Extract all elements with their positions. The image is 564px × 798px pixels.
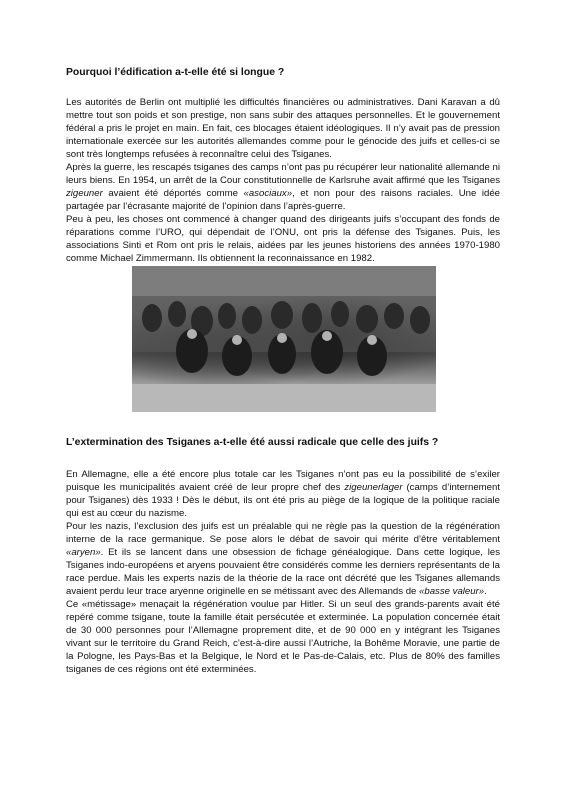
paragraph-1: Les autorités de Berlin ont multiplié les difficultés financières ou administratives. Dani Karavan a dû mettre tout son poids et son prestige, non sans subir des attaques personnelles. Et le gouvernement fédéral a pris le projet en main. En fait, ces blocages étaient idéologiques. Il n’y avait pas de pression internationale exercée sur les autorités allemandes comme pour le génocide des juifs et celles-ci se sont très longtemps refusées à reconnaître celui des Tsiganes. — [66, 97, 500, 160]
paragraph-2: Après la guerre, les rescapés tsiganes des camps n’ont pas pu récupérer leur nationalité allemande ni leurs biens. En 1954, un arrêt de la Cour constitutionnelle de Karlsruhe avait affirmé que les Tsiganes zigeuner avaient été déportés comme «asociaux», et non pour des raisons raciales. Une idée partagée par l’écrasante majorité de l’opinion dans l’après-guerre. — [66, 162, 501, 212]
paragraph-6: Ce «métissage» menaçait la régénération voulue par Hitler. Si un seul des grands-parents avait été repéré comme tsigane, toute la famille était persécutée et exterminée. La population concernée était de 30 000 personnes pour l’Allemagne proprement dite, et de 90 000 en y intégrant les Tsiganes vivant sur le territoire du Grand Reich, c’est-à-dire aussi l’Autriche, la Bohême Moravie, une partie de la Pologne, les Pays-Bas et la Belgique, le Nord et le Pas-de-Calais, etc. Plus de 80% des familles tsiganes de ces régions ont été exterminées. — [66, 599, 500, 675]
photo-illustration — [132, 266, 436, 412]
paragraph-3: Peu à peu, les choses ont commencé à changer quand des dirigeants juifs s’occupant des fonds de réparations comme l’URO, qui dépendait de l’ONU, ont pris la défense des Tsiganes. Puis, les associations Sinti et Rom ont pris le relais, aidées par les jeunes historiens des années 1970-1980 comme Michael Zimmermann. Ils obtiennent la reconnaissance en 1982. — [66, 214, 500, 264]
section-body-2 — [66, 468, 500, 676]
paragraph-4: En Allemagne, elle a été encore plus totale car les Tsiganes n’ont pas eu la possibilité de s’exiler puisque les municipalités avaient créé de leur propre chef des zigeunerlager (camps d’internement pour Tsiganes) dès 1933 ! Dès le début, ils ont été pris au piège de la logique de la politique raciale qui est au cœur du nazisme. — [66, 469, 500, 519]
section-body-1 — [66, 96, 500, 265]
section-heading-1: Pourquoi l’édification a-t-elle été si longue ? — [66, 67, 285, 78]
paragraph-5: Pour les nazis, l’exclusion des juifs est un préalable qui ne règle pas la question de la régénération interne de la race germanique. Se pose alors le débat de savoir qui mérite d’être véritablement «aryen». Et ils se lancent dans une obsession de fichage généalogique. Dans cette logique, les Tsiganes indo-européens et aryens pouvaient être considérés comme les derniers représentants de la race perdue. Mais les experts nazis de la théorie de la race ont décrété que les Tsiganes allemands avaient perdu leur trace aryenne originelle en se métissant avec des Allemands de «basse valeur». — [66, 521, 500, 597]
section-heading-2: L’extermination des Tsiganes a-t-elle été aussi radicale que celle des juifs ? — [66, 437, 439, 448]
historical-photo — [132, 266, 436, 412]
